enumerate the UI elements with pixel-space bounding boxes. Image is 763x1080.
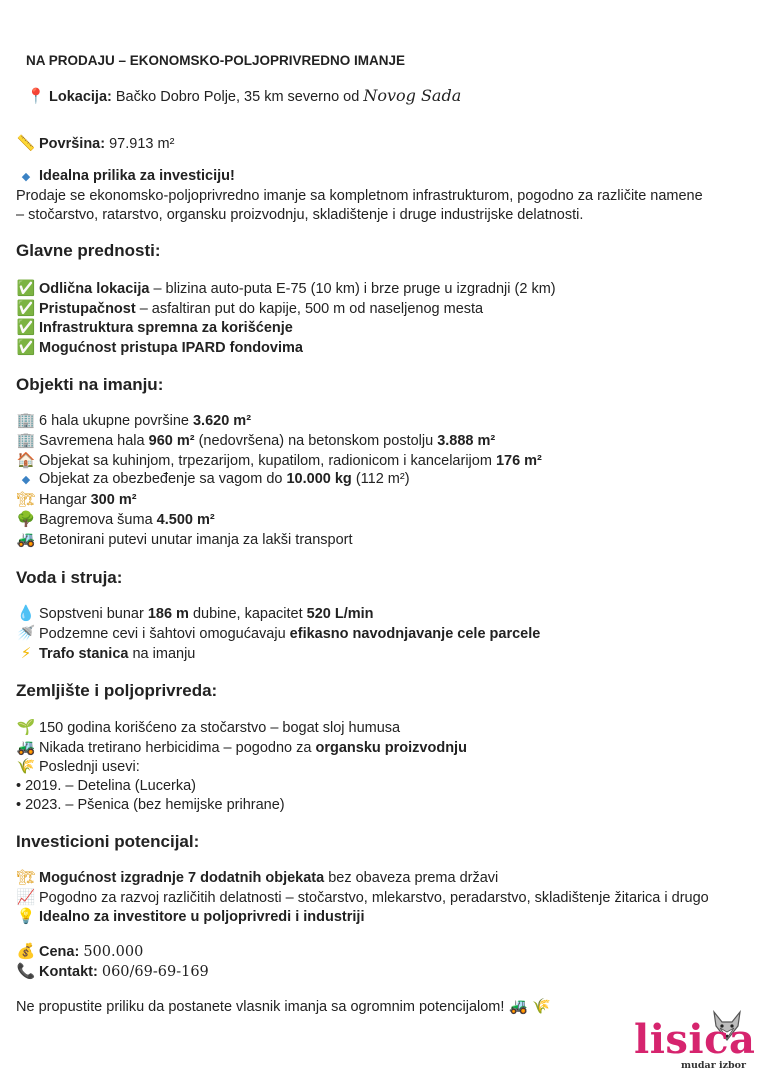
advantages-heading: Glavne prednosti: (16, 241, 161, 260)
closing-line: Ne propustite priliku da postanete vlasnik imanja sa ogromnim potencijalom! 🚜 🌾 (16, 997, 551, 1015)
wheat-icon: 🌾 (532, 997, 551, 1015)
check-mark-icon: ✅ (16, 318, 36, 336)
telephone-icon: 📞 (16, 962, 36, 980)
office-building-icon: 🏢 (16, 431, 36, 449)
check-mark-icon: ✅ (16, 338, 36, 356)
investment-heading: Investicioni potencijal: (16, 832, 200, 851)
check-mark-icon: ✅ (16, 279, 36, 297)
land-item: 🌾 Poslednji usevi: (16, 757, 140, 775)
area-line: 📏 Površina: 97.913 m² (16, 134, 175, 152)
check-mark-icon: ✅ (16, 299, 36, 317)
advantage-item: ✅ Infrastruktura spremna za korišćenje (16, 318, 293, 336)
droplet-icon: 💧 (16, 604, 36, 622)
location-line: 📍 Lokacija: Bačko Dobro Polje, 35 km severno od Novog Sada (26, 86, 462, 105)
investment-item: 📈 Pogodno za razvoj različitih delatnosti – stočarstvo, mlekarstvo, peradarstvo, skladištenje žitarica i drugo (16, 888, 709, 906)
money-bag-icon: 💰 (16, 942, 36, 960)
round-pushpin-icon: 📍 (26, 87, 46, 105)
listing-title: NA PRODAJU – EKONOMSKO-POLJOPRIVREDNO IMANJE (26, 53, 406, 68)
object-item: 🏢 Savremena hala 960 m² (nedovršena) na betonskom postolju 3.888 m² (16, 431, 496, 449)
intro-heading: ◆ Idealna prilika za investiciju! (16, 166, 235, 187)
house-icon: 🏠 (16, 451, 36, 469)
object-item: 🌳 Bagremova šuma 4.500 m² (16, 510, 215, 528)
chart-increasing-icon: 📈 (16, 888, 36, 906)
ruler-icon: 📏 (16, 134, 36, 152)
lisica-logo (628, 1010, 760, 1074)
construction-crane-icon: 🏗 (16, 868, 36, 886)
object-item: 🚜 Betonirani putevi unutar imanja za lakši transport (16, 530, 353, 548)
land-item: 🌱 150 godina korišćeno za stočarstvo – bogat sloj humusa (16, 718, 401, 736)
water-item: ⚡ Trafo stanica na imanju (16, 643, 195, 664)
investment-item: 💡 Idealno za investitore u poljoprivredi i industriji (16, 907, 365, 925)
water-item: 💧 Sopstveni bunar 186 m dubine, kapacitet 520 L/min (16, 604, 374, 622)
blue-diamond-icon: ◆ (21, 170, 31, 183)
contact-line: 📞 Kontakt: 060/69-69-169 (16, 962, 209, 980)
intro-text-1: Prodaje se ekonomsko-poljoprivredno imanje sa kompletnom infrastrukturom, pogodno za različite namene (16, 188, 703, 204)
shower-icon: 🚿 (16, 624, 36, 642)
seedling-icon: 🌱 (16, 718, 36, 736)
land-heading: Zemljište i poljoprivreda: (16, 681, 218, 700)
intro-text-2: – stočarstvo, ratarstvo, organsku proizvodnju, skladištenje i druge industrijske delatnosti. (16, 207, 584, 223)
light-bulb-icon: 💡 (16, 907, 36, 925)
object-item: 🏢 6 hala ukupne površine 3.620 m² (16, 411, 252, 429)
crop-2023: • 2023. – Pšenica (bez hemijske prihrane) (16, 797, 285, 813)
advantage-item: ✅ Odlična lokacija – blizina auto-puta E-75 (10 km) i brze pruge u izgradnji (2 km) (16, 279, 556, 297)
crop-2019: • 2019. – Detelina (Lucerka) (16, 778, 196, 794)
price-value: 500.000 (83, 944, 144, 960)
logo-wordmark: lisica (634, 1016, 756, 1063)
blue-diamond-icon: ◆ (21, 473, 31, 486)
wheat-icon: 🌾 (16, 757, 36, 775)
tractor-icon: 🚜 (16, 530, 36, 548)
advantage-item: ✅ Mogućnost pristupa IPARD fondovima (16, 338, 303, 356)
advantage-item: ✅ Pristupačnost – asfaltiran put do kapije, 500 m od naseljenog mesta (16, 299, 484, 317)
object-item: 🏠 Objekat sa kuhinjom, trpezarijom, kupatilom, radionicom i kancelarijom 176 m² (16, 451, 542, 469)
water-item: 🚿 Podzemne cevi i šahtovi omogućavaju efikasno navodnjavanje cele parcele (16, 624, 541, 642)
land-item: 🚜 Nikada tretirano herbicidima – pogodno za organsku proizvodnju (16, 738, 467, 756)
contact-phone: 060/69-69-169 (101, 964, 209, 980)
office-building-icon: 🏢 (16, 411, 36, 429)
investment-item: 🏗 Mogućnost izgradnje 7 dodatnih objekata bez obaveza prema državi (16, 868, 499, 886)
construction-crane-icon: 🏗 (16, 490, 36, 508)
object-item: ◆ Objekat za obezbeđenje sa vagom do 10.000 kg (112 m²) (16, 469, 410, 490)
logo-tagline: mudar izbor (680, 1060, 746, 1071)
city-name: Novog Sada (363, 86, 462, 105)
object-item: 🏗 Hangar 300 m² (16, 490, 137, 508)
lightning-icon: ⚡ (20, 644, 32, 662)
objects-heading: Objekti na imanju: (16, 375, 164, 394)
tractor-icon: 🚜 (509, 997, 528, 1015)
tractor-icon: 🚜 (16, 738, 36, 756)
price-line: 💰 Cena: 500.000 (16, 942, 144, 960)
tree-icon: 🌳 (16, 510, 36, 528)
water-heading: Voda i struja: (16, 568, 123, 587)
